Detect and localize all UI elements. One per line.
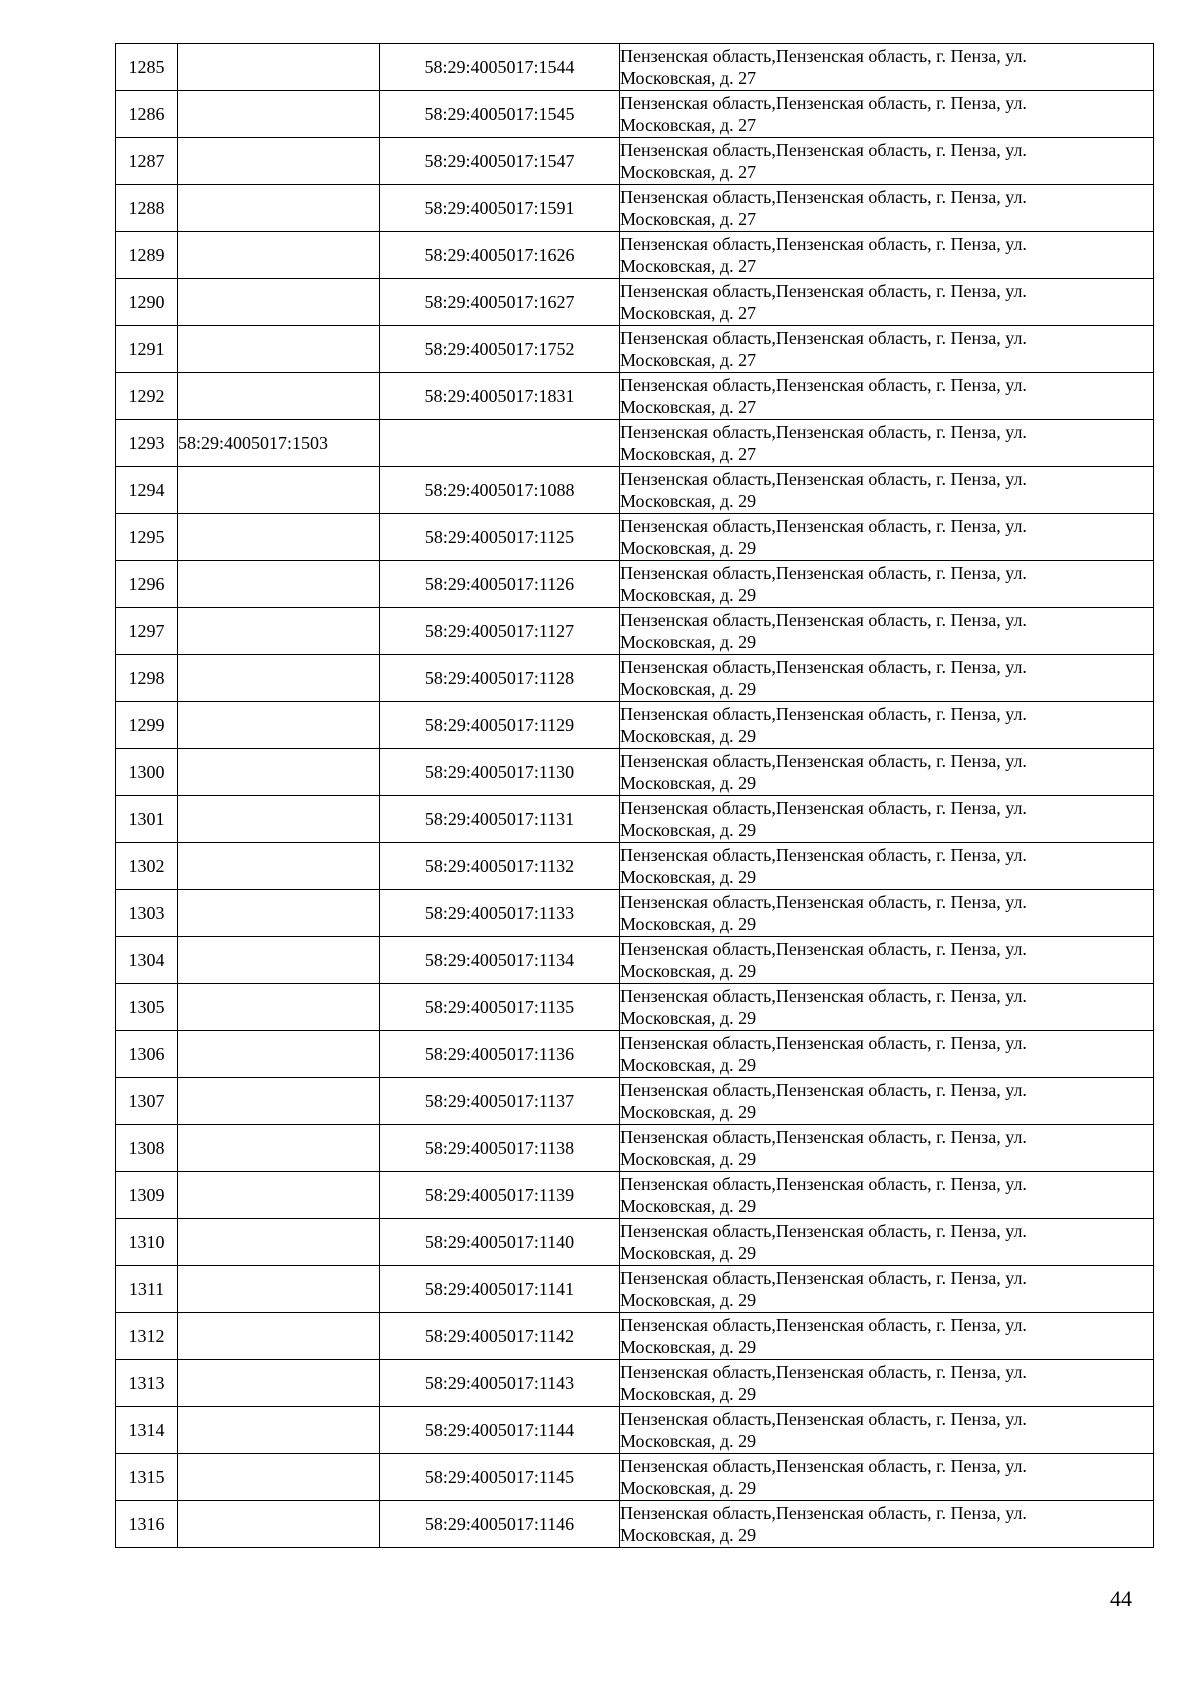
row-number-cell: 1305	[116, 984, 178, 1031]
row-number-cell: 1295	[116, 514, 178, 561]
cadastral-number-a-cell	[178, 1125, 380, 1172]
table-row	[116, 1219, 1154, 1266]
address-line-2: Московская, д. 27	[620, 303, 757, 323]
row-number-cell: 1310	[116, 1219, 178, 1266]
cadastral-number-b-cell: 58:29:4005017:1143	[380, 1360, 620, 1407]
address-line-2: Московская, д. 29	[620, 1055, 757, 1075]
cadastral-number-a-cell	[178, 91, 380, 138]
address-line-1: Пензенская область,Пензенская область, г. Пенза, ул.	[620, 1174, 1027, 1194]
address-line-1: Пензенская область,Пензенская область, г. Пенза, ул.	[620, 892, 1027, 912]
address-cell	[620, 232, 1154, 279]
cadastral-number-a-cell	[178, 1454, 380, 1501]
address-line-2: Московская, д. 29	[620, 867, 757, 887]
address-line-2: Московская, д. 29	[620, 1431, 757, 1451]
address-line-1: Пензенская область,Пензенская область, г. Пенза, ул.	[620, 657, 1027, 677]
address-line-2: Московская, д. 27	[620, 115, 757, 135]
table-row	[116, 1360, 1154, 1407]
address-line-1: Пензенская область,Пензенская область, г. Пенза, ул.	[620, 187, 1027, 207]
table-row	[116, 843, 1154, 890]
cadastral-number-a-cell	[178, 232, 380, 279]
address-cell	[620, 1360, 1154, 1407]
address-line-2: Московская, д. 27	[620, 397, 757, 417]
row-number-cell: 1287	[116, 138, 178, 185]
cadastral-number-b-cell: 58:29:4005017:1135	[380, 984, 620, 1031]
cadastral-number-a-cell: 58:29:4005017:1503	[178, 420, 380, 467]
cadastral-number-b-cell: 58:29:4005017:1142	[380, 1313, 620, 1360]
table-row	[116, 1454, 1154, 1501]
table-row	[116, 1172, 1154, 1219]
address-cell	[620, 749, 1154, 796]
address-cell	[620, 890, 1154, 937]
row-number-cell: 1299	[116, 702, 178, 749]
cadastral-number-a-cell	[178, 467, 380, 514]
table-row	[116, 655, 1154, 702]
address-cell	[620, 514, 1154, 561]
cadastral-number-a-cell	[178, 1078, 380, 1125]
row-number-cell: 1316	[116, 1501, 178, 1548]
row-number-cell: 1296	[116, 561, 178, 608]
address-cell	[620, 326, 1154, 373]
address-line-1: Пензенская область,Пензенская область, г. Пенза, ул.	[620, 798, 1027, 818]
row-number-cell: 1308	[116, 1125, 178, 1172]
cadastral-number-b-cell: 58:29:4005017:1140	[380, 1219, 620, 1266]
address-line-2: Московская, д. 27	[620, 68, 757, 88]
row-number-cell: 1286	[116, 91, 178, 138]
cadastral-number-a-cell	[178, 279, 380, 326]
address-line-1: Пензенская область,Пензенская область, г. Пенза, ул.	[620, 1503, 1027, 1523]
row-number-cell: 1300	[116, 749, 178, 796]
cadastral-number-a-cell	[178, 890, 380, 937]
row-number-cell: 1309	[116, 1172, 178, 1219]
address-line-2: Московская, д. 29	[620, 1149, 757, 1169]
address-cell	[620, 467, 1154, 514]
address-line-2: Московская, д. 29	[620, 726, 757, 746]
cadastral-number-a-cell	[178, 702, 380, 749]
address-line-1: Пензенская область,Пензенская область, г. Пенза, ул.	[620, 46, 1027, 66]
row-number-cell: 1315	[116, 1454, 178, 1501]
address-line-2: Московская, д. 27	[620, 162, 757, 182]
address-line-1: Пензенская область,Пензенская область, г. Пенза, ул.	[620, 281, 1027, 301]
cadastral-number-b-cell: 58:29:4005017:1131	[380, 796, 620, 843]
address-cell	[620, 1172, 1154, 1219]
cadastral-number-a-cell	[178, 1266, 380, 1313]
table-row	[116, 984, 1154, 1031]
address-line-1: Пензенская область,Пензенская область, г. Пенза, ул.	[620, 1362, 1027, 1382]
cadastral-number-a-cell	[178, 1407, 380, 1454]
table-row	[116, 1501, 1154, 1548]
address-cell	[620, 420, 1154, 467]
table-row	[116, 1078, 1154, 1125]
table-row	[116, 232, 1154, 279]
cadastral-number-a-cell	[178, 984, 380, 1031]
row-number-cell: 1290	[116, 279, 178, 326]
address-line-1: Пензенская область,Пензенская область, г. Пенза, ул.	[620, 1315, 1027, 1335]
cadastral-number-b-cell: 58:29:4005017:1134	[380, 937, 620, 984]
address-cell	[620, 1266, 1154, 1313]
address-cell	[620, 1219, 1154, 1266]
address-line-1: Пензенская область,Пензенская область, г. Пенза, ул.	[620, 1127, 1027, 1147]
address-cell	[620, 984, 1154, 1031]
address-cell	[620, 561, 1154, 608]
cadastral-number-b-cell: 58:29:4005017:1129	[380, 702, 620, 749]
address-line-2: Московская, д. 29	[620, 820, 757, 840]
address-cell	[620, 843, 1154, 890]
address-line-1: Пензенская область,Пензенская область, г. Пенза, ул.	[620, 375, 1027, 395]
cadastral-number-b-cell	[380, 420, 620, 467]
address-line-2: Московская, д. 29	[620, 1290, 757, 1310]
address-cell	[620, 655, 1154, 702]
address-line-1: Пензенская область,Пензенская область, г. Пенза, ул.	[620, 939, 1027, 959]
cadastral-number-b-cell: 58:29:4005017:1626	[380, 232, 620, 279]
address-line-1: Пензенская область,Пензенская область, г. Пенза, ул.	[620, 140, 1027, 160]
address-line-2: Московская, д. 29	[620, 914, 757, 934]
address-line-1: Пензенская область,Пензенская область, г. Пенза, ул.	[620, 1080, 1027, 1100]
row-number-cell: 1298	[116, 655, 178, 702]
address-cell	[620, 373, 1154, 420]
row-number-cell: 1302	[116, 843, 178, 890]
table-row	[116, 561, 1154, 608]
cadastral-number-a-cell	[178, 1219, 380, 1266]
table-row	[116, 1125, 1154, 1172]
cadastral-number-a-cell	[178, 1501, 380, 1548]
address-line-1: Пензенская область,Пензенская область, г. Пенза, ул.	[620, 1268, 1027, 1288]
table-row	[116, 890, 1154, 937]
cadastral-number-a-cell	[178, 185, 380, 232]
property-table	[115, 43, 1154, 1548]
row-number-cell: 1293	[116, 420, 178, 467]
address-line-2: Московская, д. 27	[620, 350, 757, 370]
cadastral-number-b-cell: 58:29:4005017:1141	[380, 1266, 620, 1313]
row-number-cell: 1306	[116, 1031, 178, 1078]
cadastral-number-a-cell	[178, 937, 380, 984]
cadastral-number-a-cell	[178, 514, 380, 561]
table-row	[116, 467, 1154, 514]
table-row	[116, 1407, 1154, 1454]
address-line-1: Пензенская область,Пензенская область, г. Пенза, ул.	[620, 1221, 1027, 1241]
address-line-2: Московская, д. 29	[620, 1337, 757, 1357]
table-row	[116, 91, 1154, 138]
cadastral-number-b-cell: 58:29:4005017:1545	[380, 91, 620, 138]
address-line-2: Московская, д. 27	[620, 256, 757, 276]
table-row	[116, 138, 1154, 185]
address-cell	[620, 91, 1154, 138]
address-line-1: Пензенская область,Пензенская область, г. Пенза, ул.	[620, 328, 1027, 348]
table-row	[116, 1266, 1154, 1313]
cadastral-number-b-cell: 58:29:4005017:1544	[380, 44, 620, 91]
row-number-cell: 1303	[116, 890, 178, 937]
cadastral-number-b-cell: 58:29:4005017:1133	[380, 890, 620, 937]
table-row	[116, 44, 1154, 91]
address-line-2: Московская, д. 29	[620, 1478, 757, 1498]
address-line-1: Пензенская область,Пензенская область, г. Пенза, ул.	[620, 751, 1027, 771]
address-line-2: Московская, д. 29	[620, 632, 757, 652]
cadastral-number-b-cell: 58:29:4005017:1144	[380, 1407, 620, 1454]
address-cell	[620, 44, 1154, 91]
cadastral-number-b-cell: 58:29:4005017:1831	[380, 373, 620, 420]
address-line-1: Пензенская область,Пензенская область, г. Пенза, ул.	[620, 563, 1027, 583]
cadastral-number-a-cell	[178, 561, 380, 608]
row-number-cell: 1311	[116, 1266, 178, 1313]
cadastral-number-a-cell	[178, 749, 380, 796]
address-line-1: Пензенская область,Пензенская область, г. Пенза, ул.	[620, 469, 1027, 489]
cadastral-number-a-cell	[178, 1172, 380, 1219]
address-line-1: Пензенская область,Пензенская область, г. Пенза, ул.	[620, 1033, 1027, 1053]
address-cell	[620, 1031, 1154, 1078]
address-cell	[620, 1078, 1154, 1125]
address-line-2: Московская, д. 29	[620, 491, 757, 511]
cadastral-number-b-cell: 58:29:4005017:1088	[380, 467, 620, 514]
table-row	[116, 420, 1154, 467]
row-number-cell: 1289	[116, 232, 178, 279]
address-cell	[620, 608, 1154, 655]
cadastral-number-a-cell	[178, 1031, 380, 1078]
address-line-1: Пензенская область,Пензенская область, г. Пенза, ул.	[620, 1409, 1027, 1429]
table-body	[116, 44, 1154, 1548]
table-row	[116, 279, 1154, 326]
cadastral-number-b-cell: 58:29:4005017:1752	[380, 326, 620, 373]
cadastral-number-a-cell	[178, 1313, 380, 1360]
cadastral-number-a-cell	[178, 44, 380, 91]
cadastral-number-b-cell: 58:29:4005017:1627	[380, 279, 620, 326]
row-number-cell: 1304	[116, 937, 178, 984]
row-number-cell: 1288	[116, 185, 178, 232]
table-row	[116, 796, 1154, 843]
address-cell	[620, 1313, 1154, 1360]
cadastral-number-b-cell: 58:29:4005017:1128	[380, 655, 620, 702]
address-line-2: Московская, д. 29	[620, 1196, 757, 1216]
cadastral-number-a-cell	[178, 326, 380, 373]
row-number-cell: 1294	[116, 467, 178, 514]
address-line-2: Московская, д. 29	[620, 1102, 757, 1122]
address-line-2: Московская, д. 29	[620, 1384, 757, 1404]
address-cell	[620, 937, 1154, 984]
address-line-1: Пензенская область,Пензенская область, г. Пенза, ул.	[620, 93, 1027, 113]
cadastral-number-a-cell	[178, 796, 380, 843]
address-line-1: Пензенская область,Пензенская область, г. Пенза, ул.	[620, 845, 1027, 865]
address-cell	[620, 796, 1154, 843]
address-line-1: Пензенская область,Пензенская область, г. Пенза, ул.	[620, 234, 1027, 254]
address-line-2: Московская, д. 29	[620, 1243, 757, 1263]
row-number-cell: 1297	[116, 608, 178, 655]
address-cell	[620, 185, 1154, 232]
address-line-1: Пензенская область,Пензенская область, г. Пенза, ул.	[620, 516, 1027, 536]
cadastral-number-b-cell: 58:29:4005017:1137	[380, 1078, 620, 1125]
address-line-1: Пензенская область,Пензенская область, г. Пенза, ул.	[620, 422, 1027, 442]
cadastral-number-a-cell	[178, 373, 380, 420]
cadastral-number-b-cell: 58:29:4005017:1547	[380, 138, 620, 185]
table-row	[116, 702, 1154, 749]
address-line-2: Московская, д. 29	[620, 679, 757, 699]
address-cell	[620, 138, 1154, 185]
cadastral-number-b-cell: 58:29:4005017:1591	[380, 185, 620, 232]
address-cell	[620, 702, 1154, 749]
row-number-cell: 1307	[116, 1078, 178, 1125]
cadastral-number-b-cell: 58:29:4005017:1138	[380, 1125, 620, 1172]
cadastral-number-a-cell	[178, 655, 380, 702]
row-number-cell: 1291	[116, 326, 178, 373]
row-number-cell: 1312	[116, 1313, 178, 1360]
address-line-2: Московская, д. 29	[620, 538, 757, 558]
address-line-2: Московская, д. 27	[620, 209, 757, 229]
address-line-2: Московская, д. 29	[620, 1008, 757, 1028]
address-cell	[620, 1501, 1154, 1548]
cadastral-number-a-cell	[178, 843, 380, 890]
cadastral-number-b-cell: 58:29:4005017:1136	[380, 1031, 620, 1078]
address-cell	[620, 1454, 1154, 1501]
table-row	[116, 326, 1154, 373]
address-line-1: Пензенская область,Пензенская область, г. Пенза, ул.	[620, 986, 1027, 1006]
table-row	[116, 937, 1154, 984]
page-number: 44	[1110, 1586, 1132, 1611]
table-row	[116, 185, 1154, 232]
address-cell	[620, 1125, 1154, 1172]
cadastral-number-b-cell: 58:29:4005017:1132	[380, 843, 620, 890]
address-line-2: Московская, д. 29	[620, 585, 757, 605]
row-number-cell: 1313	[116, 1360, 178, 1407]
address-line-2: Московская, д. 29	[620, 1525, 757, 1545]
cadastral-number-a-cell	[178, 1360, 380, 1407]
address-line-1: Пензенская область,Пензенская область, г. Пенза, ул.	[620, 1456, 1027, 1476]
table-row	[116, 514, 1154, 561]
address-line-2: Московская, д. 29	[620, 961, 757, 981]
address-cell	[620, 1407, 1154, 1454]
row-number-cell: 1314	[116, 1407, 178, 1454]
cadastral-number-b-cell: 58:29:4005017:1126	[380, 561, 620, 608]
table-row	[116, 749, 1154, 796]
cadastral-number-a-cell	[178, 608, 380, 655]
cadastral-number-b-cell: 58:29:4005017:1125	[380, 514, 620, 561]
address-line-2: Московская, д. 27	[620, 444, 757, 464]
address-line-2: Московская, д. 29	[620, 773, 757, 793]
address-cell	[620, 279, 1154, 326]
cadastral-number-b-cell: 58:29:4005017:1130	[380, 749, 620, 796]
table-row	[116, 373, 1154, 420]
cadastral-number-b-cell: 58:29:4005017:1139	[380, 1172, 620, 1219]
cadastral-number-a-cell	[178, 138, 380, 185]
cadastral-number-b-cell: 58:29:4005017:1127	[380, 608, 620, 655]
row-number-cell: 1285	[116, 44, 178, 91]
table-row	[116, 1313, 1154, 1360]
table-row	[116, 608, 1154, 655]
row-number-cell: 1292	[116, 373, 178, 420]
address-line-1: Пензенская область,Пензенская область, г. Пенза, ул.	[620, 610, 1027, 630]
cadastral-number-b-cell: 58:29:4005017:1145	[380, 1454, 620, 1501]
cadastral-number-b-cell: 58:29:4005017:1146	[380, 1501, 620, 1548]
table-row	[116, 1031, 1154, 1078]
address-line-1: Пензенская область,Пензенская область, г. Пенза, ул.	[620, 704, 1027, 724]
row-number-cell: 1301	[116, 796, 178, 843]
